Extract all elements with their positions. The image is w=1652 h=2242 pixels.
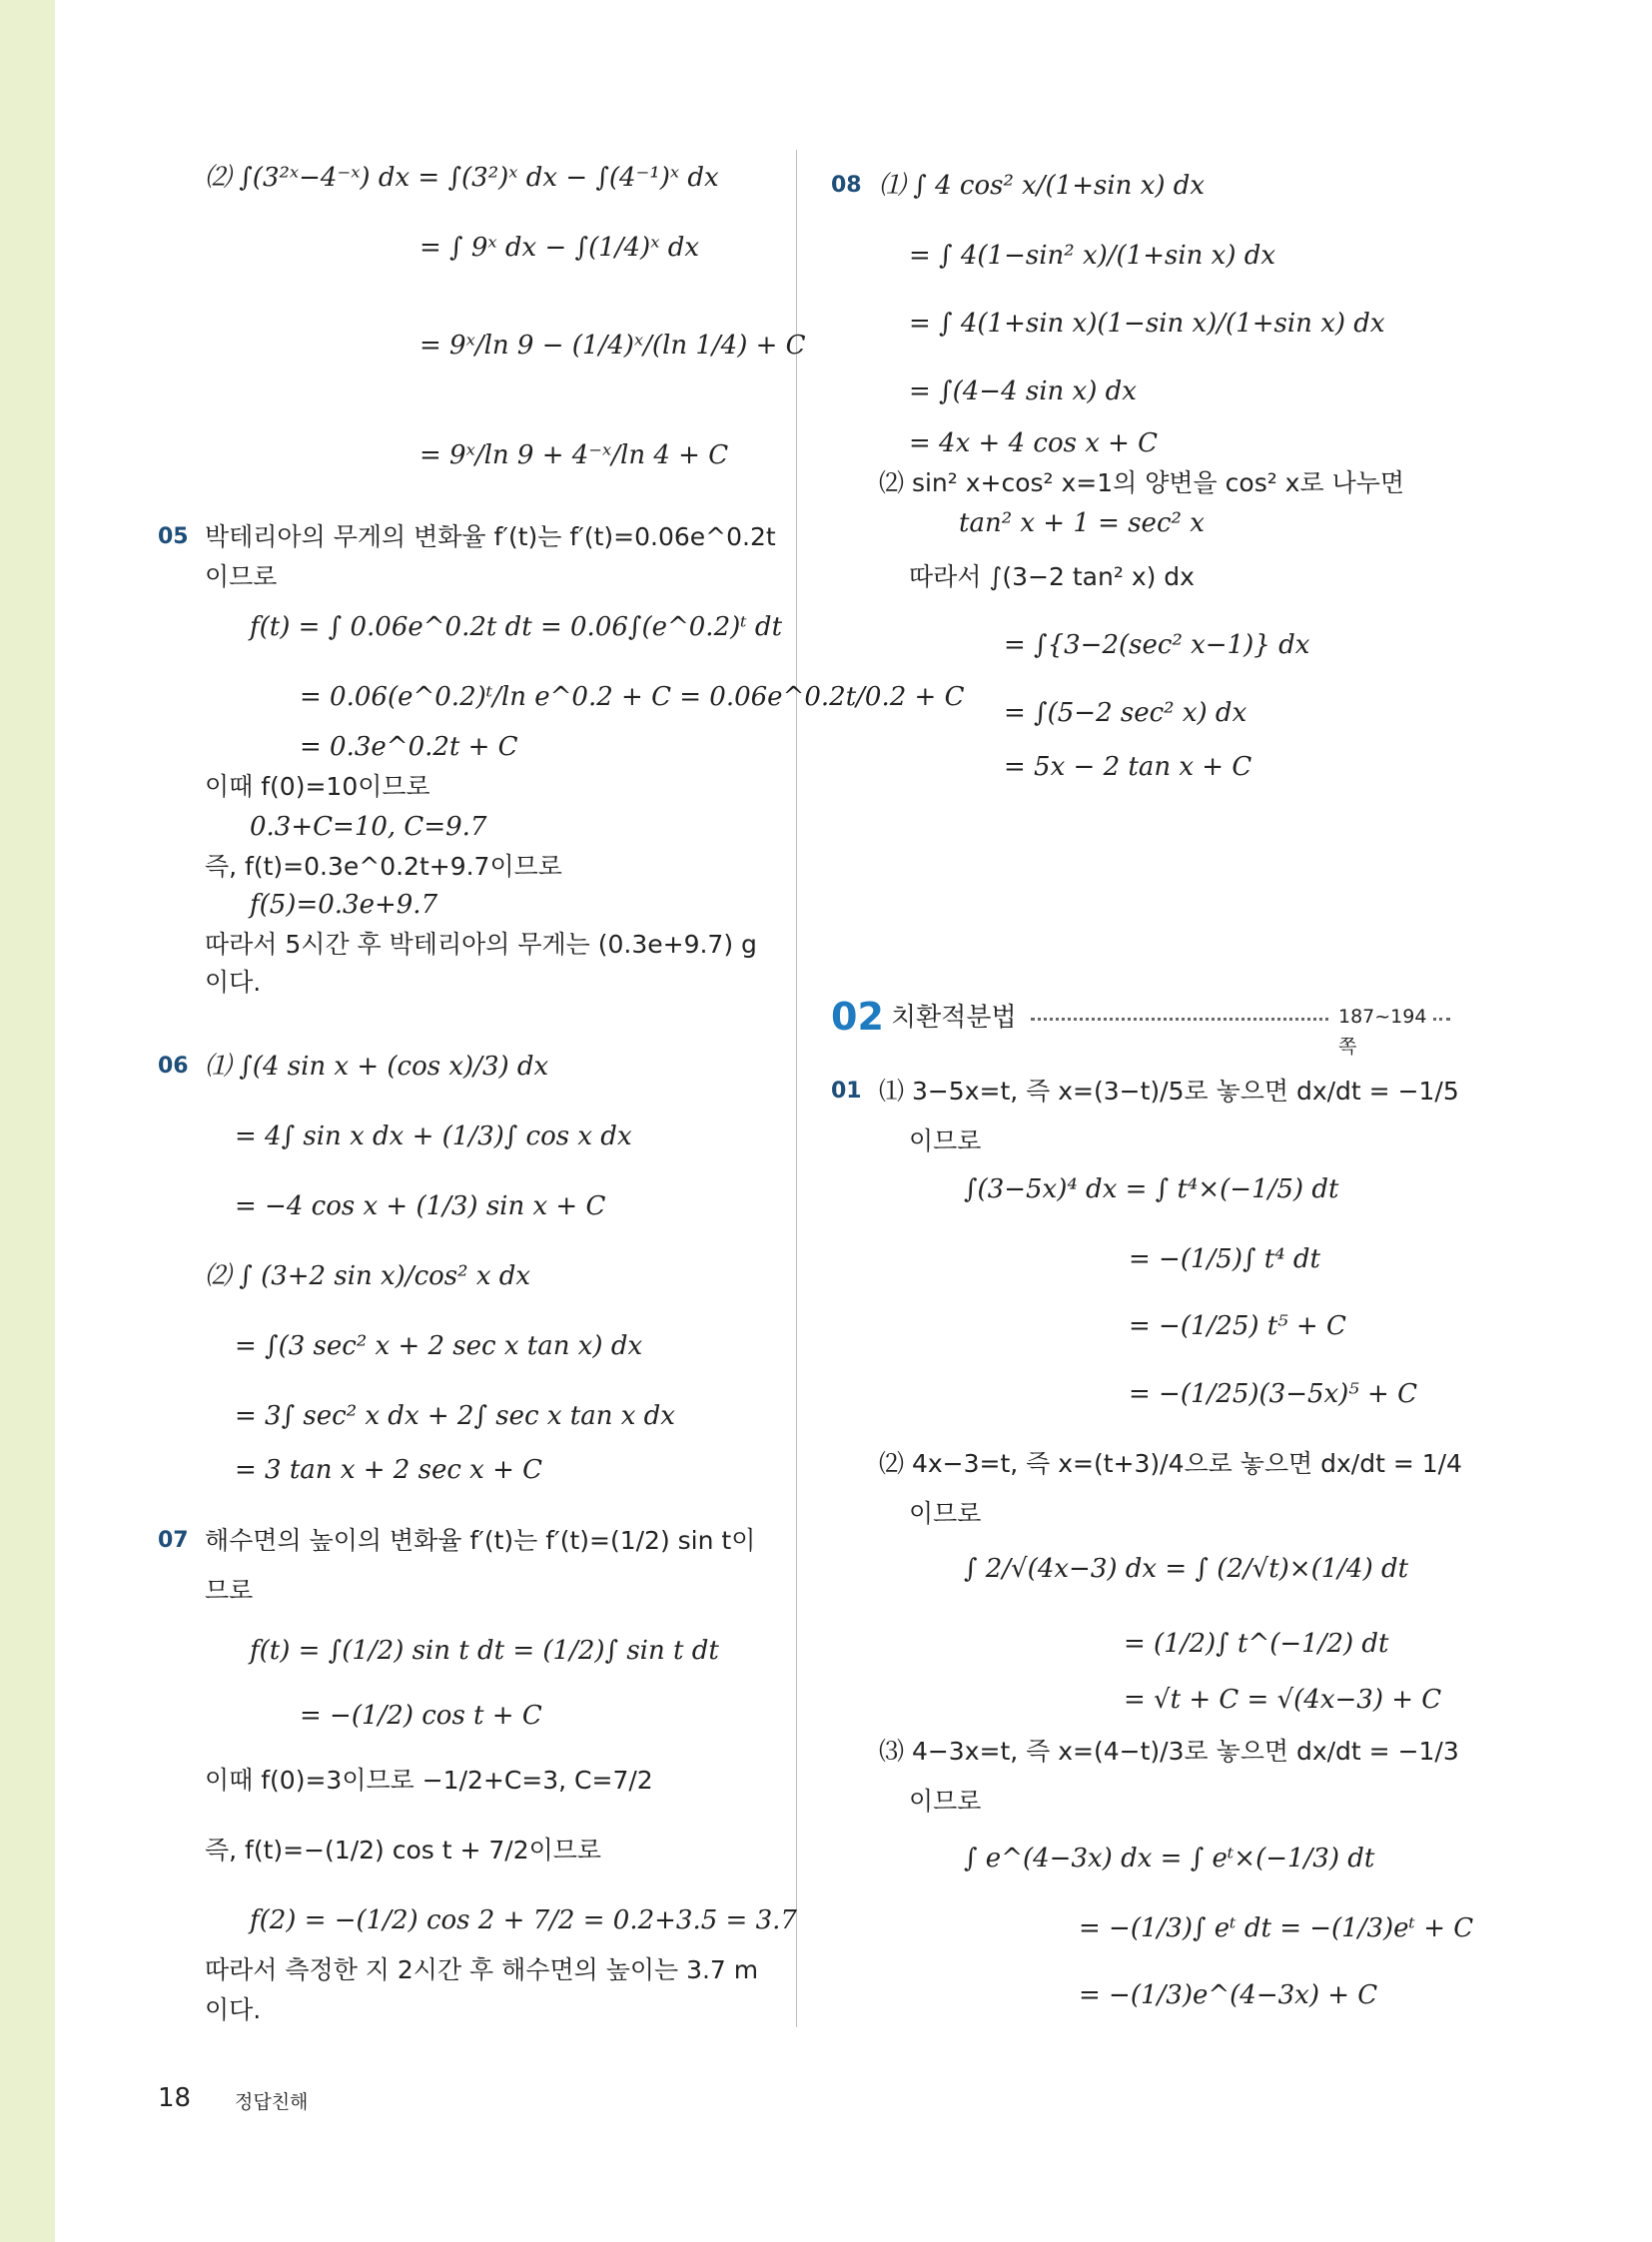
math-line: = 3 tan x + 2 sec x + C xyxy=(235,1455,543,1485)
math-line: ∫ 2/√(4x−3) dx = ∫ (2/√t)×(1/4) dt xyxy=(964,1554,1409,1584)
math-line: = −(1/5)∫ t⁴ dt xyxy=(1129,1244,1321,1274)
solution-text-line: 즉, f(t)=−(1/2) cos t + 7/2이므로 xyxy=(205,1836,602,1865)
problem-number: 06 xyxy=(158,1054,189,1079)
math-line: = −(1/2) cos t + C xyxy=(300,1701,542,1731)
solution-text-line: 이므로 xyxy=(909,1499,982,1528)
math-line: = ∫(4−4 sin x) dx xyxy=(909,376,1137,406)
solution-text-line: ⑵ sin² x+cos² x=1의 양변을 cos² x로 나누면 xyxy=(879,468,1405,497)
math-line: f(t) = ∫ 0.06e^0.2t dt = 0.06∫(e^0.2)ᵗ dt xyxy=(250,612,783,642)
problem-number: 05 xyxy=(158,524,189,549)
math-line: ∫(3−5x)⁴ dx = ∫ t⁴×(−1/5) dt xyxy=(964,1174,1339,1204)
math-line: tan² x + 1 = sec² x xyxy=(959,508,1205,538)
solution-text-line: 따라서 5시간 후 박테리아의 무게는 (0.3e+9.7) g xyxy=(205,930,757,959)
math-line: ⑴ ∫(4 sin x + (cos x)/3) dx xyxy=(205,1052,549,1082)
math-line: = 9ˣ/ln 9 − (1/4)ˣ/(ln 1/4) + C xyxy=(419,331,806,361)
section-number: 02 xyxy=(831,995,884,1039)
solution-text-line: 이때 f(0)=10이므로 xyxy=(205,772,430,801)
math-line: = −(1/25)(3−5x)⁵ + C xyxy=(1129,1379,1417,1409)
math-line: = (1/2)∫ t^(−1/2) dt xyxy=(1124,1629,1389,1659)
solution-text-line: ⑴ 3−5x=t, 즉 x=(3−t)/5로 놓으면 dx/dt = −1/5 xyxy=(879,1077,1459,1106)
math-line: = 4∫ sin x dx + (1/3)∫ cos x dx xyxy=(235,1121,632,1151)
problem-number: 07 xyxy=(158,1528,189,1553)
math-line: = ∫(5−2 sec² x) dx xyxy=(1004,698,1247,728)
solution-text-line: 이때 f(0)=3이므로 −1/2+C=3, C=7/2 xyxy=(205,1766,653,1795)
page-sidebar-stripe xyxy=(0,0,55,2242)
math-line: = √t + C = √(4x−3) + C xyxy=(1124,1685,1442,1715)
math-line: ⑵ ∫ (3+2 sin x)/cos² x dx xyxy=(205,1261,531,1291)
math-line: = 3∫ sec² x dx + 2∫ sec x tan x dx xyxy=(235,1401,675,1431)
math-line: = −(1/3)∫ eᵗ dt = −(1/3)eᵗ + C xyxy=(1079,1913,1474,1943)
solution-text-line: 박테리아의 무게의 변화율 f′(t)는 f′(t)=0.06e^0.2t xyxy=(205,522,776,551)
solution-text-line: ⑶ 4−3x=t, 즉 x=(4−t)/3로 놓으면 dx/dt = −1/3 xyxy=(879,1737,1459,1766)
section-page-range: 187~194쪽 xyxy=(1330,1002,1430,1062)
math-line: = 4x + 4 cos x + C xyxy=(909,428,1159,458)
solution-text-line: 므로 xyxy=(205,1576,254,1605)
footer-label: 정답친해 xyxy=(235,2091,309,2113)
solution-text-line: 이므로 xyxy=(909,1787,982,1816)
math-line: = −(1/25) t⁵ + C xyxy=(1129,1311,1346,1341)
math-line: = −4 cos x + (1/3) sin x + C xyxy=(235,1191,606,1221)
math-line: = 0.3e^0.2t + C xyxy=(300,732,518,762)
page-number: 18 xyxy=(158,2083,192,2113)
math-line: = 9ˣ/ln 9 + 4⁻ˣ/ln 4 + C xyxy=(419,440,729,470)
math-line: = 0.06(e^0.2)ᵗ/ln e^0.2 + C = 0.06e^0.2t/0.2 + C xyxy=(300,682,965,712)
section-header xyxy=(831,994,1430,1058)
math-line: f(t) = ∫(1/2) sin t dt = (1/2)∫ sin t dt xyxy=(250,1636,719,1666)
solution-text-line: 이다. xyxy=(205,968,262,997)
math-line: f(2) = −(1/2) cos 2 + 7/2 = 0.2+3.5 = 3.7 xyxy=(250,1905,797,1935)
math-line: = 5x − 2 tan x + C xyxy=(1004,752,1252,782)
math-line: 0.3+C=10, C=9.7 xyxy=(250,812,487,842)
solution-text-line: 이므로 xyxy=(205,562,278,591)
problem-number: 08 xyxy=(831,173,862,198)
math-line: ⑴ ∫ 4 cos² x/(1+sin x) dx xyxy=(879,171,1206,201)
math-line: = −(1/3)e^(4−3x) + C xyxy=(1079,1980,1378,2010)
math-line: = ∫{3−2(sec² x−1)} dx xyxy=(1004,630,1310,660)
solution-text-line: 해수면의 높이의 변화율 f′(t)는 f′(t)=(1/2) sin t이 xyxy=(205,1526,756,1555)
math-line: = ∫(3 sec² x + 2 sec x tan x) dx xyxy=(235,1331,643,1361)
solution-text-line: 따라서 ∫(3−2 tan² x) dx xyxy=(909,562,1195,591)
solution-text-line: 즉, f(t)=0.3e^0.2t+9.7이므로 xyxy=(205,852,562,881)
math-line: ⑵ ∫(3²ˣ−4⁻ˣ) dx = ∫(3²)ˣ dx − ∫(4⁻¹)ˣ dx xyxy=(205,163,719,193)
solution-text-line: ⑵ 4x−3=t, 즉 x=(t+3)/4으로 놓으면 dx/dt = 1/4 xyxy=(879,1449,1462,1478)
math-line: = ∫ 4(1+sin x)(1−sin x)/(1+sin x) dx xyxy=(909,309,1385,339)
math-line: f(5)=0.3e+9.7 xyxy=(250,890,438,920)
solution-text-line: 이다. xyxy=(205,1995,262,2024)
math-line: = ∫ 4(1−sin² x)/(1+sin x) dx xyxy=(909,241,1276,271)
solution-text-line: 이므로 xyxy=(909,1126,982,1155)
column-divider xyxy=(796,150,797,2027)
problem-number: 01 xyxy=(831,1079,862,1104)
solution-text-line: 따라서 측정한 지 2시간 후 해수면의 높이는 3.7 m xyxy=(205,1955,759,1984)
section-title: 치환적분법 xyxy=(891,1003,1017,1033)
math-line: ∫ e^(4−3x) dx = ∫ eᵗ×(−1/3) dt xyxy=(964,1844,1375,1873)
math-line: = ∫ 9ˣ dx − ∫(1/4)ˣ dx xyxy=(419,233,699,263)
